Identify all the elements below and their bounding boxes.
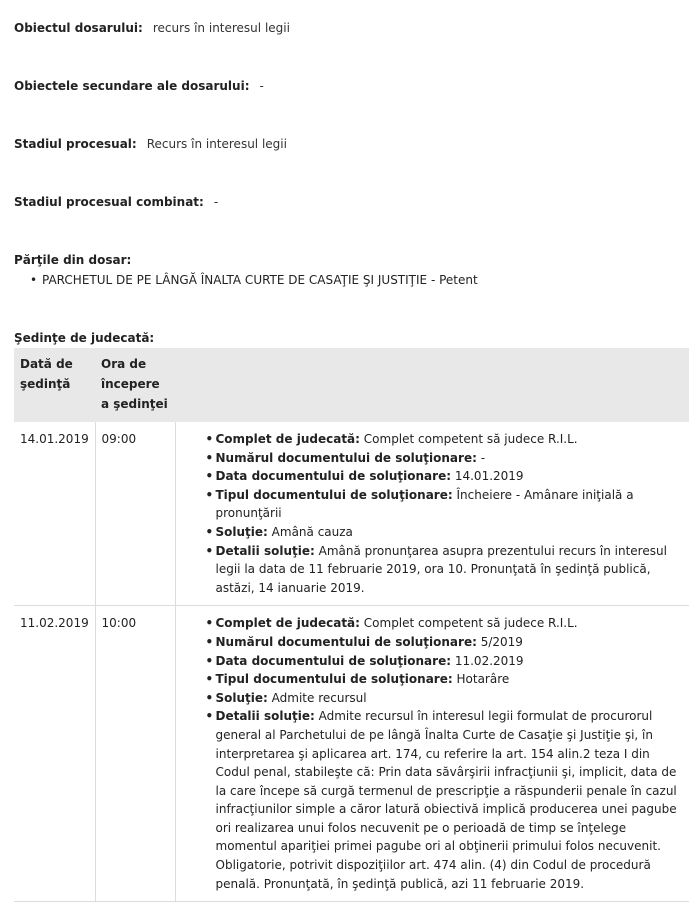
detail-label: Detalii soluţie: [215,709,315,724]
parti-title: Părţile din dosar: [14,253,132,267]
detail-label: Soluţie: [215,690,268,705]
sedinta-details [175,606,689,902]
detail-data-document [206,652,684,671]
detail-value: Complet competent să judece R.I.L. [363,616,578,631]
detail-complet [206,614,684,633]
obiecte-secundare-label: Obiectele secundare ale dosarului: [14,79,250,93]
detail-label: Tipul documentului de soluţionare: [215,487,453,502]
stadiu-combinat-field [14,195,218,209]
detail-solutie [206,689,684,708]
stadiu-procesual-label: Stadiul procesual: [14,137,137,151]
obiecte-secundare-field [14,79,264,93]
detail-value: 5/2019 [480,634,523,649]
detail-value: Admite recursul [271,690,367,705]
stadiu-procesual-value: Recurs în interesul legii [146,137,287,151]
detail-label: Numărul documentului de soluţionare: [215,634,477,649]
detail-label: Tipul documentului de soluţionare: [215,672,453,687]
detail-complet [206,430,684,449]
parti-list [30,272,478,288]
detail-numar [206,449,684,468]
parte-item: • PARCHETUL DE PE LÂNGĂ ÎNALTA CURTE DE CASAŢIE ŞI JUSTIŢIE - Petent [30,272,478,288]
detail-label: Data documentului de soluţionare: [215,469,452,484]
sedinta-time: 10:00 [95,606,175,902]
obiecte-secundare-value: - [259,79,264,93]
detail-numar [206,633,684,652]
stadiu-procesual-field [14,137,287,151]
table-row [14,606,689,902]
detail-value: Amână cauza [271,524,353,539]
detail-label: Complet de judecată: [215,432,360,446]
sedinta-time: 09:00 [95,422,175,606]
detail-tip-document [206,670,684,689]
sedinte-title: Şedinţe de judecată: [14,331,155,345]
detail-value: Complet competent să judece R.I.L. [363,432,578,446]
detail-value: 11.02.2019 [454,653,524,668]
detail-solutie [206,523,684,542]
detail-value: 14.01.2019 [454,469,524,484]
detail-tip-document [206,486,684,523]
detail-label: Numărul documentului de soluţionare: [215,450,477,465]
sedinta-details [175,422,689,606]
stadiu-combinat-label: Stadiul procesual combinat: [14,195,204,209]
sedinta-date: 11.02.2019 [14,606,95,902]
obiect-dosar-label: Obiectul dosarului: [14,21,143,35]
sedinte-table [14,348,689,902]
detail-label: Detalii soluţie: [215,543,315,558]
table-row [14,422,689,606]
detail-label: Complet de judecată: [215,616,360,631]
sedinta-date: 14.01.2019 [14,422,95,606]
detail-detalii-solutie [206,707,684,893]
stadiu-combinat-value: - [213,195,219,209]
header-ora-incepere: Ora de începere a şedinţei [95,348,175,422]
obiect-dosar-field [14,21,290,35]
detail-value: Amână pronunţarea asupra prezentului recurs în interesul legii la data de 11 februarie 2019, ora 10. Pronunţată în şedinţă publică, astăzi, 14 ianuarie 2019. [215,543,667,595]
detail-data-document [206,467,684,486]
detail-detalii-solutie [206,542,684,598]
detail-value: Încheiere - Amânare iniţială a pronunţării [215,487,634,521]
detail-value: Hotarâre [456,672,510,687]
detail-label: Soluţie: [215,524,268,539]
detail-value: - [480,450,486,465]
obiect-dosar-value: recurs în interesul legii [152,21,290,35]
header-data-sedinta: Dată de şedinţă [14,348,95,422]
table-header-row [14,348,689,422]
detail-label: Data documentului de soluţionare: [215,653,452,668]
header-detalii [175,348,689,422]
detail-value: Admite recursul în interesul legii formulat de procurorul general al Parchetului de pe lângă Înalta Curte de Casaţie şi Justiţie şi, în interpretarea şi aplicarea art. 174, cu referire la art. 154 alin.2 teza I din Codul penal, stabileşte că: Prin data săvârşirii infracţiunii şi, implicit, data de la care începe să curgă termenul de prescripţie a răspunderii penale în cazul infracţiunilor simple a căror latură obiectivă implică producerea unei pagube ori realizarea unui folos necuvenit pe o perioadă de timp se înţelege momentul apariţiei primei pagube ori al obţinerii primului folos necuvenit. Obligatorie, potrivit dispoziţiilor art. 474 alin. (4) din Codul de procedură penală. Pronunţată, în şedinţă publică, azi 11 februarie 2019. [215,709,677,891]
